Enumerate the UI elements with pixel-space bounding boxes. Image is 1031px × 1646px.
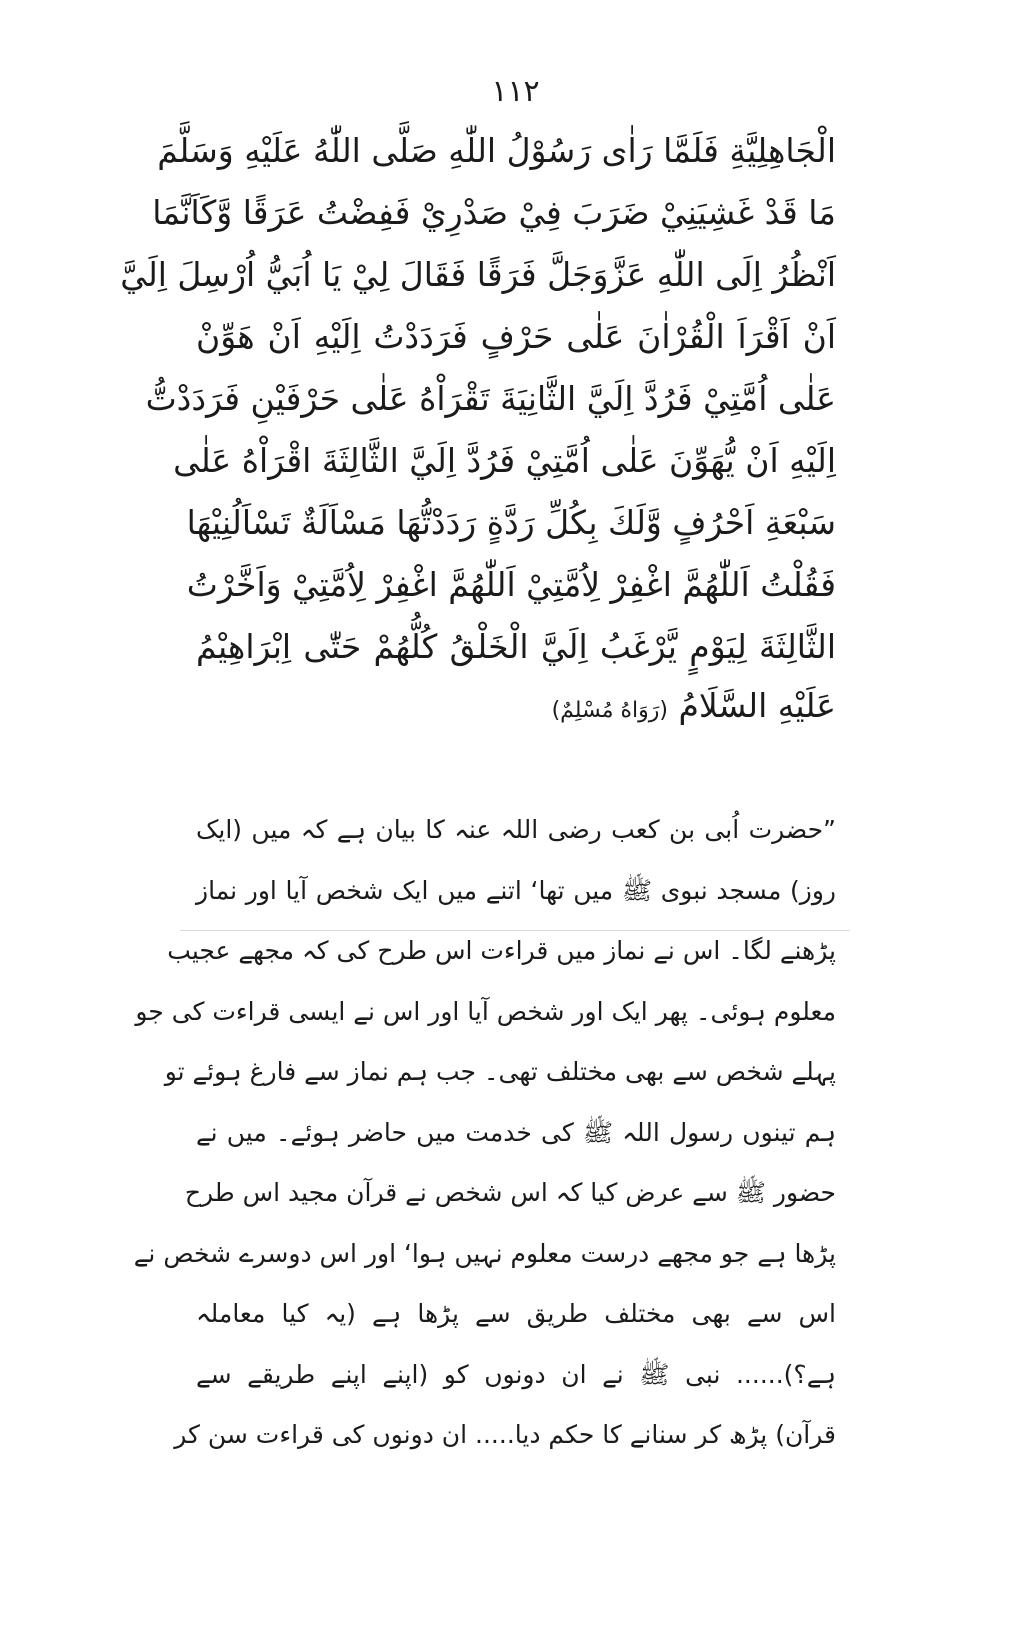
- arabic-line-6: اِلَيْهِ اَنْ يُّهَوِّنَ عَلٰى اُمَّتِيْ فَرُدَّ اِلَيَّ الثَّالِثَةَ اقْرَاْهُ عَلٰى: [173, 441, 836, 480]
- urdu-line-2: روز) مسجد نبوی ﷺ میں تھا‘ اتنے میں ایک شخص آیا اور نماز: [196, 875, 836, 905]
- urdu-line-4: معلوم ہوئی۔ پھر ایک اور شخص آیا اور اس نے ایسی قراءت کی جو: [135, 996, 836, 1026]
- urdu-line-10: ہے؟)...... نبی ﷺ نے ان دونوں کو (اپنے اپنے طریقے سے: [196, 1359, 836, 1389]
- urdu-line-7: حضور ﷺ سے عرض کیا کہ اس شخص نے قرآن مجید اس طرح: [184, 1178, 836, 1207]
- urdu-line-5: پہلے شخص سے بھی مختلف تھی۔ جب ہم نماز سے فارغ ہوئے تو: [164, 1057, 836, 1086]
- urdu-line-3: پڑھنے لگا۔ اس نے نماز میں قراءت اس طرح کی کہ مجھے عجیب: [167, 936, 836, 965]
- arabic-line-2: مَا قَدْ غَشِيَنِيْ ضَرَبَ فِيْ صَدْرِيْ فَفِضْتُ عَرَقًا وَّكَاَنَّمَا: [152, 193, 836, 232]
- arabic-closing-line: [196, 678, 836, 734]
- page-number: ۱۱۲: [491, 74, 540, 109]
- urdu-line-1: ”حضرت اُبی بن کعب رضی اللہ عنہ کا بیان ہے کہ میں (ایک: [196, 815, 836, 844]
- urdu-line-8: پڑھا ہے جو مجھے درست معلوم نہیں ہوا‘ اور اس دوسرے شخص نے: [133, 1238, 836, 1268]
- arabic-line-3: اَنْظُرُ اِلَى اللّٰهِ عَزَّوَجَلَّ فَرَقًا فَقَالَ لِيْ يَا اُبَيُّ اُرْسِلَ اِلَيَّ: [120, 255, 836, 294]
- urdu-line-9: اس سے بھی مختلف طریق سے پڑھا ہے (یہ کیا معاملہ: [196, 1299, 836, 1328]
- arabic-line-5: عَلٰى اُمَّتِيْ فَرُدَّ اِلَيَّ الثَّانِيَةَ تَقْرَاْهُ عَلٰى حَرْفَيْنِ فَرَدَدْتُّ: [145, 379, 836, 418]
- arabic-hadith-text: [120, 120, 836, 734]
- urdu-line-11: قرآن) پڑھ کر سنانے کا حکم دیا..... ان دونوں کی قراءت سن کر: [174, 1420, 836, 1449]
- arabic-line-1: الْجَاهِلِيَّةِ فَلَمَّا رَاٰى رَسُوْلُ اللّٰهِ صَلَّى اللّٰهُ عَلَيْهِ وَسَلَّمَ: [157, 131, 836, 170]
- urdu-line-6: ہم تینوں رسول اللہ ﷺ کی خدمت میں حاضر ہوئے۔ میں نے: [196, 1117, 836, 1147]
- urdu-translation-text: [133, 800, 836, 1466]
- arabic-line-8: فَقُلْتُ اَللّٰهُمَّ اغْفِرْ لِاُمَّتِيْ اَللّٰهُمَّ اغْفِرْ لِاُمَّتِيْ وَاَخَّرْتُ: [186, 565, 836, 604]
- arabic-line-7: سَبْعَةِ اَحْرُفٍ وَّلَكَ بِكُلِّ رَدَّةٍ رَدَدْتُّهَا مَسْاَلَةٌ تَسْاَلُنِيْهَا: [186, 503, 836, 542]
- arabic-line-9: الثَّالِثَةَ لِيَوْمٍ يَّرْغَبُ اِلَيَّ الْخَلْقُ كُلُّهُمْ حَتّٰى اِبْرَاهِيْمُ: [196, 627, 836, 666]
- arabic-line-10: عَلَيْهِ السَّلَامُ: [678, 686, 836, 725]
- hadith-citation: (رَوَاهُ مُسْلِمٌ): [551, 698, 668, 723]
- arabic-line-4: اَنْ اَقْرَاَ الْقُرْاٰنَ عَلٰى حَرْفٍ فَرَدَدْتُ اِلَيْهِ اَنْ هَوِّنْ: [196, 317, 836, 356]
